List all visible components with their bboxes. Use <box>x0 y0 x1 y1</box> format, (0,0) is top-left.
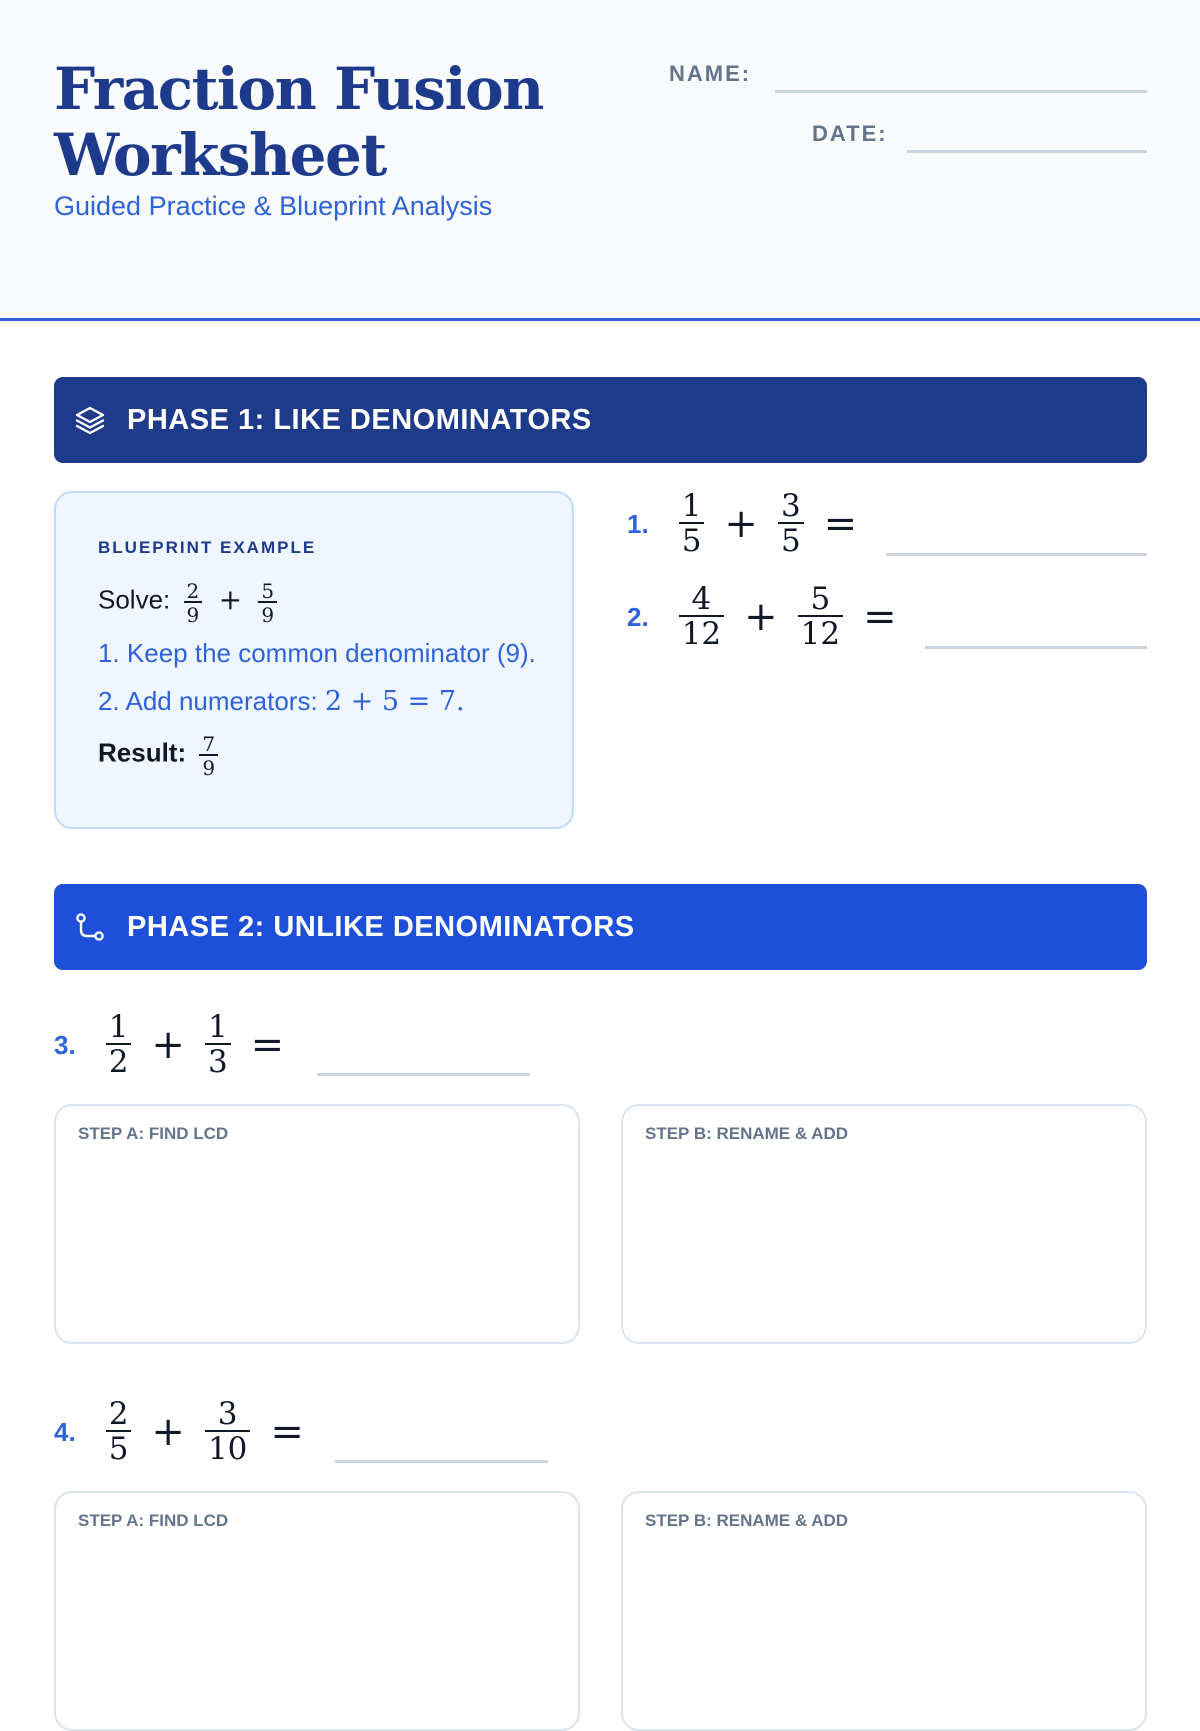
problem-1 <box>627 488 877 559</box>
phase-1-banner <box>54 377 1147 463</box>
blueprint-title: BLUEPRINT EXAMPLE <box>98 538 317 557</box>
problem-4 <box>54 1396 324 1467</box>
plus-operator: + <box>744 594 778 640</box>
fraction <box>205 1009 231 1080</box>
step-b-workspace-3[interactable] <box>621 1104 1147 1344</box>
step-a-workspace-4[interactable] <box>54 1491 580 1731</box>
step-a-label: STEP A: FIND LCD <box>78 1124 229 1143</box>
fraction <box>679 581 724 652</box>
step-2-period: . <box>456 686 465 717</box>
denominator: 9 <box>258 601 277 625</box>
numerator: 2 <box>186 579 200 603</box>
fraction <box>258 581 277 625</box>
blueprint-step-2 <box>98 686 465 717</box>
fraction <box>184 581 203 625</box>
step-b-label: STEP B: RENAME & ADD <box>645 1124 849 1143</box>
worksheet-header <box>0 0 1200 321</box>
equals-sign: = <box>863 594 897 640</box>
blueprint-example-card <box>54 491 574 829</box>
answer-line-2[interactable] <box>925 646 1147 649</box>
numerator: 2 <box>108 1396 129 1432</box>
page-subtitle: Guided Practice & Blueprint Analysis <box>54 191 493 221</box>
problem-expression <box>679 581 917 652</box>
fraction <box>205 1396 250 1467</box>
step-a-label: STEP A: FIND LCD <box>78 1511 229 1530</box>
blueprint-solve-line <box>98 581 277 625</box>
fraction <box>199 734 218 778</box>
denominator: 9 <box>199 754 218 778</box>
step-2-math: 2 + 5 = 7 <box>324 686 457 717</box>
problem-number: 1. <box>627 508 649 539</box>
phase-2-banner <box>54 884 1147 970</box>
layers-icon <box>74 404 106 436</box>
name-field[interactable] <box>775 90 1147 93</box>
blueprint-step-1: 1. Keep the common denominator (9). <box>98 638 536 668</box>
title-line-2: Worksheet <box>54 121 386 189</box>
numerator: 5 <box>810 581 831 617</box>
denominator: 5 <box>778 522 804 557</box>
numerator: 3 <box>780 488 801 524</box>
fraction <box>778 488 804 559</box>
route-icon <box>74 911 106 943</box>
fraction <box>106 1396 132 1467</box>
plus-operator: + <box>151 1022 185 1068</box>
phase-1-title: PHASE 1: LIKE DENOMINATORS <box>127 404 592 436</box>
title-line-1: Fraction Fusion <box>54 55 543 123</box>
date-field[interactable] <box>907 150 1147 153</box>
step-b-workspace-4[interactable] <box>621 1491 1147 1731</box>
numerator: 1 <box>681 488 702 524</box>
problem-number: 3. <box>54 1029 76 1060</box>
date-label: DATE: <box>812 121 888 146</box>
numerator: 1 <box>108 1009 129 1045</box>
step-b-label: STEP B: RENAME & ADD <box>645 1511 849 1530</box>
denominator: 12 <box>679 615 724 650</box>
equals-sign: = <box>823 501 858 547</box>
denominator: 5 <box>679 522 705 557</box>
step-a-workspace-3[interactable] <box>54 1104 580 1344</box>
numerator: 7 <box>202 732 216 756</box>
result-label: Result: <box>98 737 187 768</box>
plus-operator: + <box>151 1409 185 1455</box>
answer-line-4[interactable] <box>335 1460 548 1463</box>
phase-2-title: PHASE 2: UNLIKE DENOMINATORS <box>127 911 635 943</box>
answer-line-1[interactable] <box>886 553 1147 556</box>
blueprint-result-line <box>98 734 218 778</box>
solve-expression <box>184 579 278 627</box>
solve-label: Solve: <box>98 584 171 615</box>
equals-sign: = <box>250 1022 285 1068</box>
numerator: 3 <box>217 1396 238 1432</box>
denominator: 9 <box>184 601 203 625</box>
numerator: 5 <box>261 579 275 603</box>
fraction <box>679 488 705 559</box>
page-title <box>54 56 543 188</box>
plus-operator: + <box>724 501 758 547</box>
plus-operator: + <box>218 582 243 616</box>
answer-line-3[interactable] <box>317 1073 530 1076</box>
denominator: 12 <box>798 615 843 650</box>
step-2-text: 2. Add numerators: <box>98 686 318 716</box>
denominator: 10 <box>205 1430 250 1465</box>
result-fraction <box>199 732 218 780</box>
problem-expression <box>679 488 878 559</box>
problem-expression <box>106 1009 305 1080</box>
numerator: 4 <box>691 581 712 617</box>
problem-expression <box>106 1396 324 1467</box>
problem-3 <box>54 1009 304 1080</box>
problem-2 <box>627 581 917 652</box>
problem-number: 4. <box>54 1416 76 1447</box>
numerator: 1 <box>207 1009 228 1045</box>
fraction <box>106 1009 132 1080</box>
name-label: NAME: <box>669 61 752 86</box>
denominator: 3 <box>205 1043 231 1078</box>
equals-sign: = <box>270 1409 304 1455</box>
denominator: 2 <box>106 1043 132 1078</box>
fraction <box>798 581 843 652</box>
problem-number: 2. <box>627 601 649 632</box>
denominator: 5 <box>106 1430 132 1465</box>
